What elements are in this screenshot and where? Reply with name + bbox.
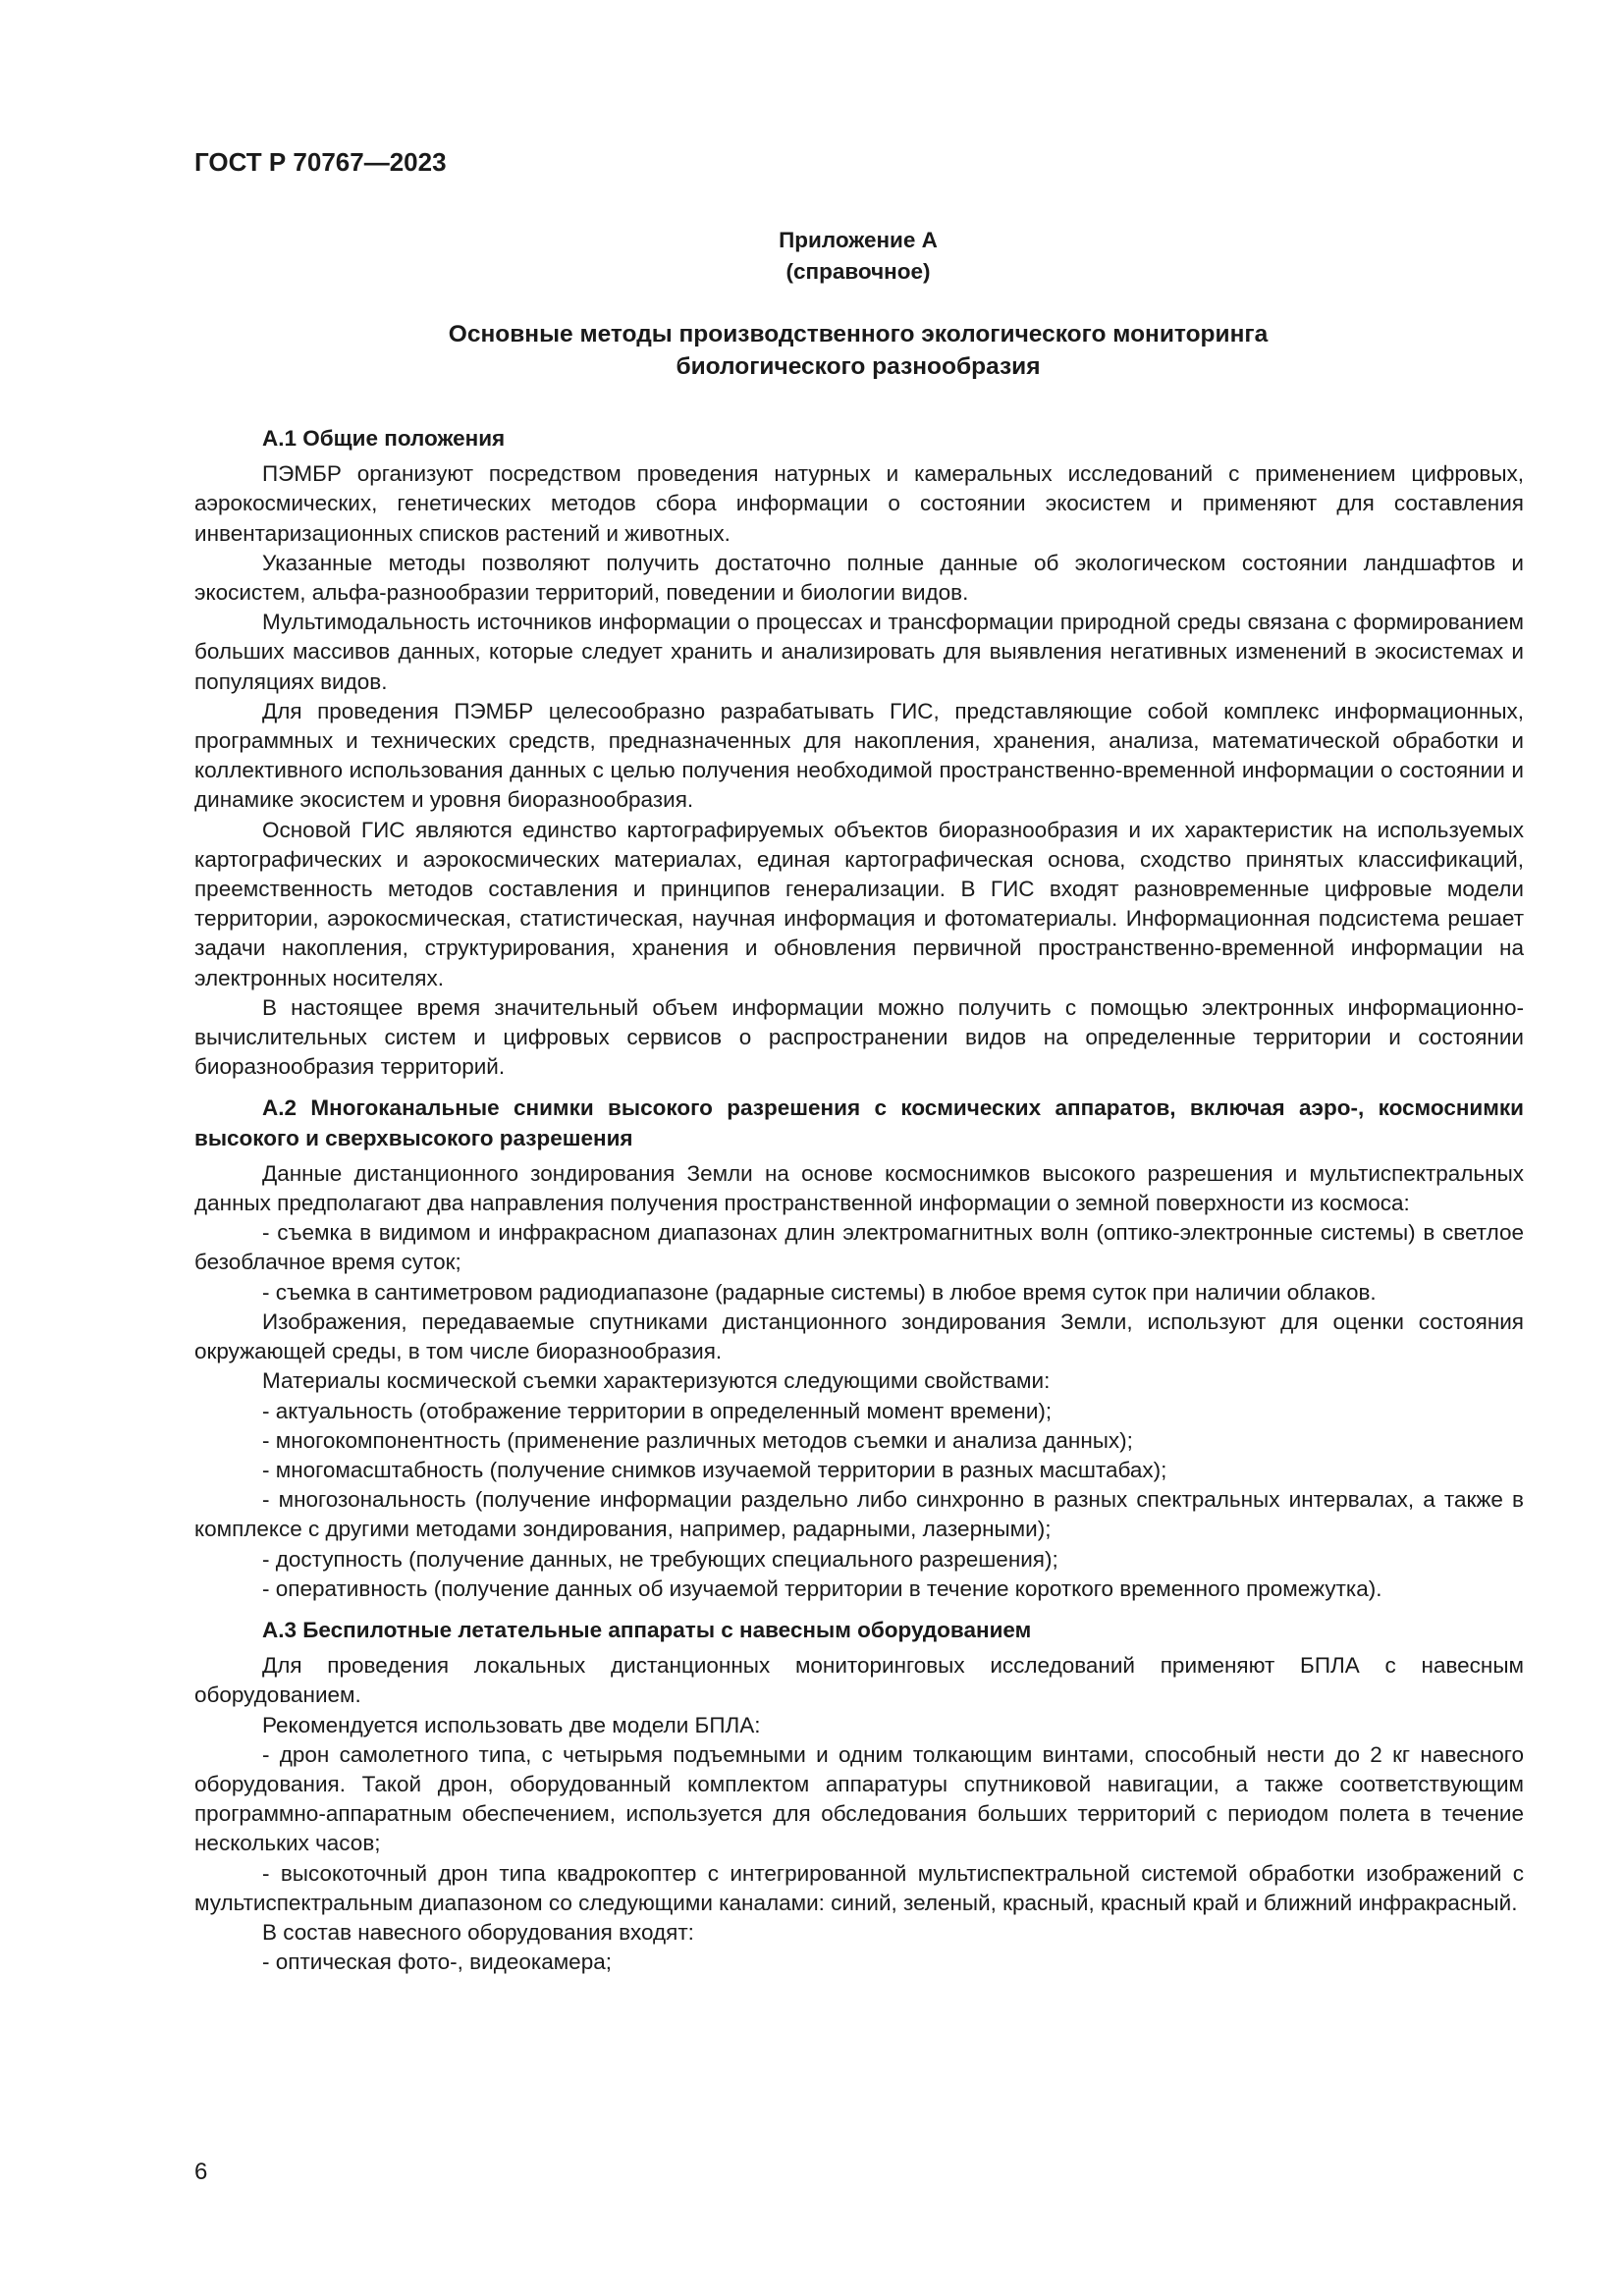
paragraph: Указанные методы позволяют получить достаточно полные данные об экологическом состоянии ландшафтов и экосистем, альфа-разнообразии территорий, поведении и биологии видов.: [194, 550, 1524, 606]
paragraph: Для проведения ПЭМБР целесообразно разрабатывать ГИС, представляющие собой комплекс информационных, программных и технических средств, предназначенных для накопления, хранения, анализа, математической обработки и коллективного использования данных с целью получения необходимой пространственно-временной информации о состоянии и динамике экосистем и уровня биоразнообразия.: [194, 698, 1524, 813]
paragraph: Данные дистанционного зондирования Земли на основе космоснимков высокого разрешения и мультиспектральных данных предполагают два направления получения пространственной информации о земной поверхности из космоса:: [194, 1160, 1524, 1216]
list-item: - доступность (получение данных, не требующих специального разрешения);: [262, 1546, 1058, 1572]
list-item: - актуальность (отображение территории в определенный момент времени);: [262, 1398, 1053, 1423]
annex-title-line1: Основные методы производственного экологического мониторинга: [448, 321, 1269, 347]
list-item: - высокоточный дрон типа квадрокоптер с интегрированной мультиспектральной системой обработки изображений с мультиспектральным диапазоном со следующими каналами: синий, зеленый, красный, красный край и ближний инфракрасный.: [194, 1860, 1524, 1915]
paragraph: Мультимодальность источников информации о процессах и трансформации природной среды связана с формированием больших массивов данных, которые следует хранить и анализировать для выявления негативных изменений в экосистемах и популяциях видов.: [194, 610, 1524, 694]
list-item: - многомасштабность (получение снимков изучаемой территории в разных масштабах);: [262, 1457, 1167, 1482]
list-item: - многокомпонентность (применение различных методов съемки и анализа данных);: [262, 1427, 1133, 1453]
paragraph: ПЭМБР организуют посредством проведения натурных и камеральных исследований с применением цифровых, аэрокосмических, генетических методов сбора информации о состоянии экосистем и применяют для составления инвентаризационных списков растений и животных.: [194, 461, 1524, 546]
list-item: - многозональность (получение информации раздельно либо синхронно в разных спектральных интервалах, а также в комплексе с другими методами зондирования, например, радарными, лазерными);: [194, 1487, 1524, 1542]
annex-title-line2: биологического разнообразия: [676, 353, 1041, 380]
list-item: - съемка в сантиметровом радиодиапазоне (радарные системы) в любое время суток при наличии облаков.: [262, 1279, 1377, 1305]
document-header: ГОСТ Р 70767—2023: [194, 147, 447, 177]
section-heading-a2: А.2 Многоканальные снимки высокого разрешения с космических аппаратов, включая аэро-, космоснимки высокого и сверхвысокого разрешения: [194, 1095, 1524, 1150]
paragraph: В состав навесного оборудования входят:: [262, 1919, 694, 1945]
paragraph: Материалы космической съемки характеризуются следующими свойствами:: [262, 1368, 1051, 1394]
section-heading-a1: А.1 Общие положения: [262, 426, 506, 451]
list-item: - оперативность (получение данных об изучаемой территории в течение короткого временного промежутка).: [262, 1575, 1382, 1601]
annex-label: Приложение А: [779, 228, 938, 252]
list-item: - оптическая фото-, видеокамера;: [262, 1949, 612, 1975]
paragraph: Для проведения локальных дистанционных мониторинговых исследований применяют БПЛА с навесным оборудованием.: [194, 1653, 1524, 1708]
list-item: - съемка в видимом и инфракрасном диапазонах длин электромагнитных волн (оптико-электронные системы) в светлое безоблачное время суток;: [194, 1220, 1524, 1275]
list-item: - дрон самолетного типа, с четырьмя подъемными и одним толкающим винтами, способный нести до 2 кг навесного оборудования. Такой дрон, оборудованный комплектом аппаратуры спутниковой навигации, а также соответствующим программно-аппаратным обеспечением, используется для обследования больших территорий с периодом полета в течение нескольких часов;: [194, 1741, 1524, 1856]
annex-heading: [192, 225, 1524, 288]
document-body: [194, 412, 1524, 1977]
paragraph: Основой ГИС являются единство картографируемых объектов биоразнообразия и их характеристик на используемых картографических и аэрокосмических материалах, единая картографическая основа, сходство принятых классификаций, преемственность методов составления и принципов генерализации. В ГИС входят разновременные цифровые модели территории, аэрокосмическая, статистическая, научная информация и фотоматериалы. Информационная подсистема решает задачи накопления, структурирования, хранения и обновления первичной пространственно-временной информации на электронных носителях.: [194, 817, 1524, 990]
paragraph: В настоящее время значительный объем информации можно получить с помощью электронных информационно-вычислительных систем и цифровых сервисов о распространении видов на определенные территории и состоянии биоразнообразия территорий.: [194, 994, 1524, 1080]
section-heading-a3: А.3 Беспилотные летательные аппараты с навесным оборудованием: [262, 1617, 1032, 1642]
annex-type: (справочное): [785, 259, 931, 284]
paragraph: Рекомендуется использовать две модели БПЛА:: [262, 1712, 761, 1737]
page-number: 6: [194, 2159, 208, 2185]
paragraph: Изображения, передаваемые спутниками дистанционного зондирования Земли, используют для оценки состояния окружающей среды, в том числе биоразнообразия.: [194, 1308, 1524, 1364]
annex-title: [192, 318, 1524, 383]
